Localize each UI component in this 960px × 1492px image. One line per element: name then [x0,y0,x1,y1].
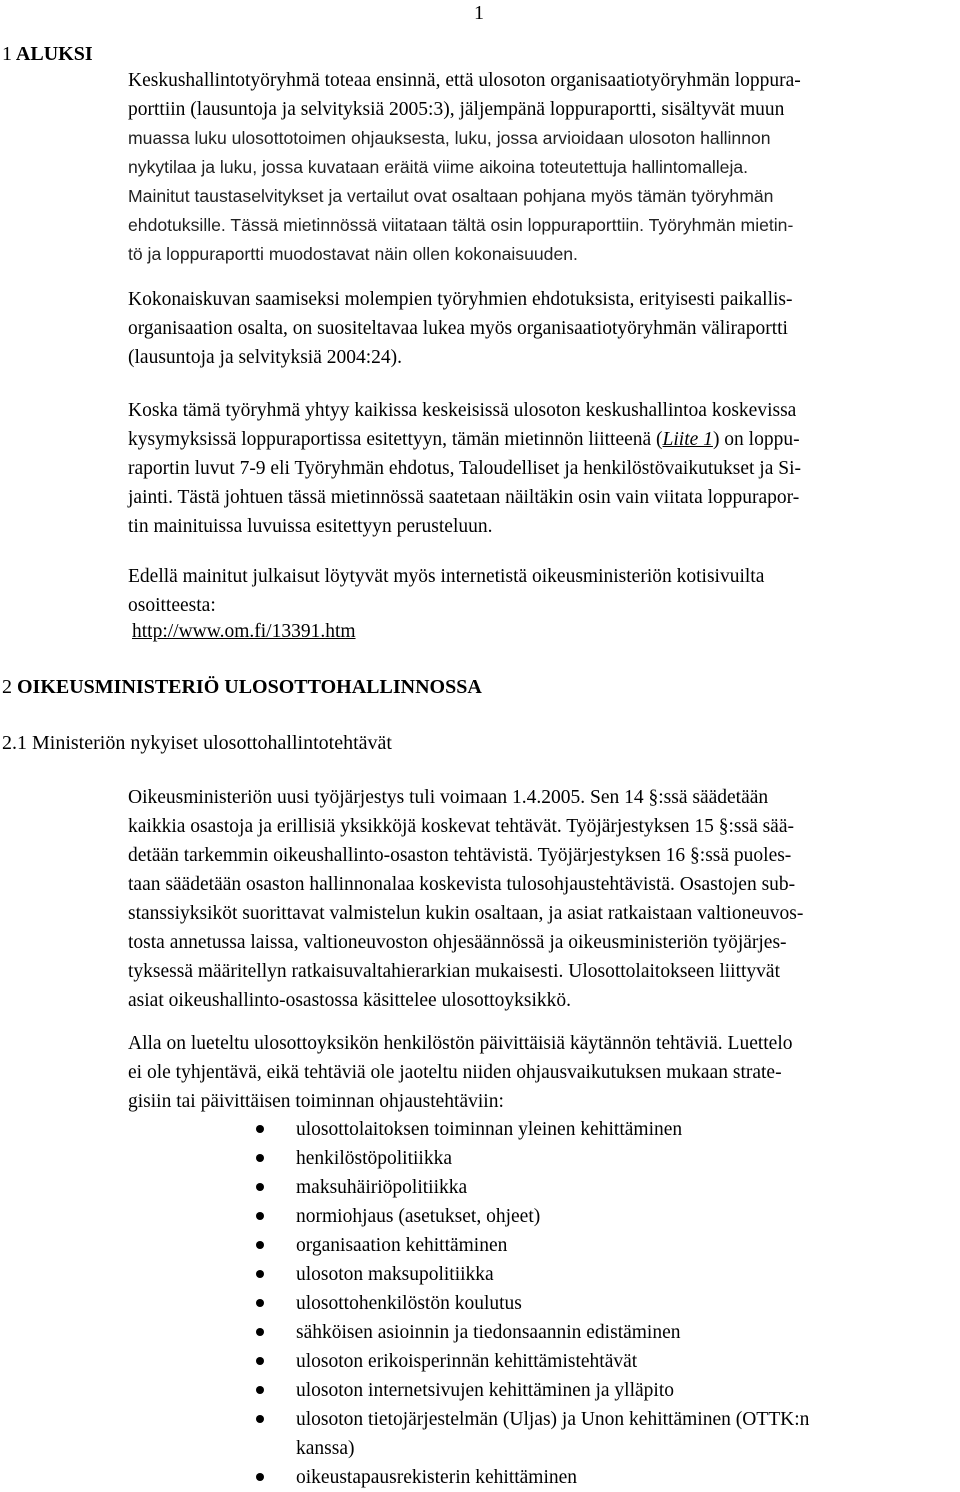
text-line: Alla on lueteltu ulosottoyksikön henkilöstön päivittäisiä käytännön tehtäviä. Luettelo [128,1033,793,1054]
list-item [256,1144,956,1173]
list-item [256,1347,956,1376]
list-item-text: organisaation kehittäminen [296,1235,508,1256]
text-line: ei ole tyhjentävä, eikä tehtäviä ole jaoteltu niiden ohjausvaikutuksen mukaan strate- [128,1062,782,1083]
text-line: kaikkia osastoja ja erillisiä yksikköjä koskevat tehtävät. Työjärjestyksen 15 §:ssä sää- [128,816,794,837]
bullet-icon [256,1270,264,1278]
list-item [256,1260,956,1289]
text-line: tyksessä määritellyn ratkaisuvaltahierarkian mukaisesti. Ulosottolaitokseen liittyvät [128,961,781,982]
bullet-icon [256,1212,264,1220]
section-1-paragraph-1 [128,66,960,269]
text-line [128,425,960,454]
list-item-text: ulosottolaitoksen toiminnan yleinen kehittäminen [296,1119,683,1140]
list-item [256,1318,956,1347]
section-1-title: ALUKSI [15,43,93,65]
text-line: muassa luku ulosottotoimen ohjauksesta, luku, jossa arvioidaan ulosoton hallinnon [128,128,771,148]
text-line: tin mainituissa luvuissa esitettyyn perusteluun. [128,516,493,537]
section-1-paragraph-2 [128,285,960,372]
list-item [256,1463,956,1492]
text-line: raportin luvut 7-9 eli Työryhmän ehdotus, Taloudelliset ja henkilöstövaikutukset ja Si- [128,458,801,479]
list-item [256,1115,956,1144]
text-line: stanssiyksiköt suorittavat valmistelun kukin osaltaan, ja asiat ratkaistaan valtioneuvos- [128,903,804,924]
list-item [256,1231,956,1260]
text-line: tö ja loppuraportti muodostavat näin ollen kokonaisuuden. [128,244,578,264]
text-line: ehdotuksille. Tässä mietinnössä viitataan tältä osin loppuraporttiin. Työryhmän mietin- [128,215,794,235]
text-line: tosta annetussa laissa, valtioneuvoston ohjesäännössä ja oikeusministeriön työjärjes- [128,932,787,953]
bullet-icon [256,1154,264,1162]
page-number: 1 [474,2,484,24]
text-line: osoitteesta: [128,595,216,616]
text-line: gisiin tai päivittäisen toiminnan ohjaustehtäviin: [128,1091,504,1112]
section-2-paragraph-2 [128,1029,960,1116]
text-line: organisaation osalta, on suositeltavaa lukea myös organisaatiotyöryhmän väliraportti [128,318,788,339]
text-line: jainti. Tästä johtuen tässä mietinnössä saatetaan näiltäkin osin vain viitata loppurapor- [128,487,800,508]
list-item [256,1202,956,1231]
list-item-text: henkilöstöpolitiikka [296,1148,452,1169]
subsection-2-1-heading [2,732,392,755]
list-item-text: ulosottohenkilöstön koulutus [296,1293,522,1314]
subsection-number: 2.1 [2,732,27,754]
text-line: Keskushallintotyöryhmä toteaa ensinnä, että ulosoton organisaatiotyöryhmän loppura- [128,70,801,91]
text-segment: ) on loppu- [712,429,800,450]
text-line: taan säädetään osaston hallinnonalaa koskevista tulosohjaustehtävistä. Osastojen sub- [128,874,796,895]
list-item [256,1173,956,1202]
list-item-text: sähköisen asioinnin ja tiedonsaannin edistäminen [296,1322,681,1343]
list-item-text: ulosoton maksupolitiikka [296,1264,494,1285]
list-item [256,1405,956,1463]
text-line: Mainitut taustaselvitykset ja vertailut ovat osaltaan pohjana myös tämän työryhmän [128,186,774,206]
list-item-text-continued: kanssa) [296,1438,355,1459]
list-item-text: ulosoton erikoisperinnän kehittämistehtävät [296,1351,638,1372]
text-line: nykytilaa ja luku, jossa kuvataan eräitä viime aikoina toteutettuja hallintomalleja. [128,157,749,177]
text-line: Oikeusministeriön uusi työjärjestys tuli voimaan 1.4.2005. Sen 14 §:ssä säädetään [128,787,769,808]
bullet-icon [256,1473,264,1481]
section-1-number: 1 [2,43,12,65]
bullet-icon [256,1386,264,1394]
bullet-icon [256,1125,264,1133]
section-2-heading [2,676,482,699]
bullet-icon [256,1299,264,1307]
section-1-paragraph-4 [128,562,960,620]
text-line: (lausuntoja ja selvityksiä 2004:24). [128,347,403,368]
bullet-icon [256,1328,264,1336]
text-line: Kokonaiskuvan saamiseksi molempien työryhmien ehdotuksista, erityisesti paikallis- [128,289,793,310]
text-segment: kysymyksissä loppuraportissa esitettyyn, tämän mietinnön liitteenä ( [128,429,663,450]
section-1-paragraph-3 [128,396,960,541]
text-line: Edellä mainitut julkaisut löytyvät myös internetistä oikeusministeriön kotisivuilta [128,566,765,587]
list-item [256,1289,956,1318]
bullet-icon [256,1241,264,1249]
section-1-heading [2,43,93,66]
list-item-text: ulosoton tietojärjestelmän (Uljas) ja Unon kehittäminen (OTTK:n [296,1409,810,1430]
list-item-text: oikeustapausrekisterin kehittäminen [296,1467,578,1488]
list-item-text: normiohjaus (asetukset, ohjeet) [296,1206,541,1227]
list-item-text: maksuhäiriöpolitiikka [296,1177,468,1198]
list-item [256,1376,956,1405]
task-list [256,1115,956,1492]
bullet-icon [256,1183,264,1191]
bullet-icon [256,1415,264,1423]
text-line: detään tarkemmin oikeushallinto-osaston tehtävistä. Työjärjestyksen 16 §:ssä puoles- [128,845,792,866]
bullet-icon [256,1357,264,1365]
subsection-title: Ministeriön nykyiset ulosottohallintotehtävät [32,732,392,754]
url-link[interactable]: http://www.om.fi/13391.htm [132,621,356,642]
section-2-title: OIKEUSMINISTERIÖ ULOSOTTOHALLINNOSSA [17,676,482,698]
list-item-text: ulosoton internetsivujen kehittäminen ja ylläpito [296,1380,675,1401]
text-line: porttiin (lausuntoja ja selvityksiä 2005:3), jäljempänä loppuraportti, sisältyvät muun [128,99,785,120]
section-2-number: 2 [2,676,12,698]
text-line: Koska tämä työryhmä yhtyy kaikissa keskeisissä ulosoton keskushallintoa koskevissa [128,400,797,421]
appendix-link[interactable]: Liite 1 [662,429,713,450]
text-line: asiat oikeushallinto-osastossa käsittelee ulosottoyksikkö. [128,990,572,1011]
section-2-paragraph-1 [128,783,960,1015]
